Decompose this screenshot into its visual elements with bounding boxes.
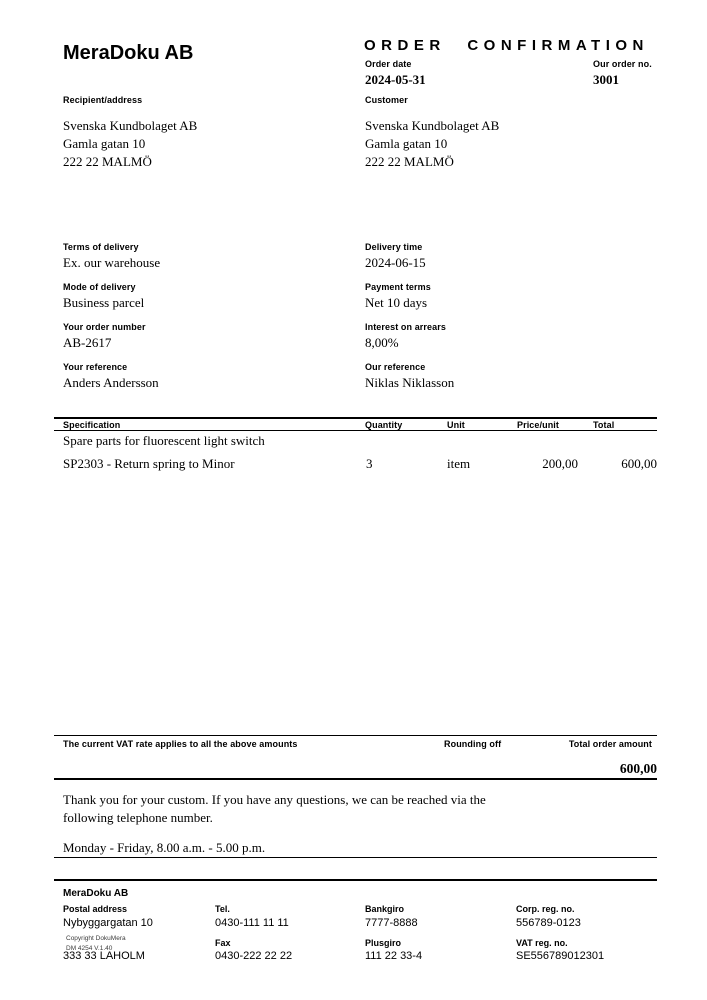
footer-company-name: MeraDoku AB — [63, 888, 129, 899]
customer-address-line: Gamla gatan 10 — [365, 136, 448, 151]
bankgiro-label: Bankgiro — [365, 904, 405, 914]
our-reference-label: Our reference — [365, 362, 426, 372]
col-header-quantity: Quantity — [365, 420, 403, 430]
item-unit: item — [447, 456, 471, 471]
rounding-off-label: Rounding off — [444, 739, 502, 749]
tel-value: 0430-111 11 11 — [215, 917, 289, 929]
vat-note: The current VAT rate applies to all the above amounts — [63, 739, 298, 749]
item-price-unit: 200,00 — [542, 456, 578, 471]
postal-address-city: 333 33 LAHOLM — [63, 950, 145, 962]
plusgiro-label: Plusgiro — [365, 938, 402, 948]
interest-on-arrears-label: Interest on arrears — [365, 322, 446, 332]
total-order-amount-label: Total order amount — [568, 739, 652, 749]
col-header-total: Total — [593, 420, 615, 430]
mode-of-delivery-value: Business parcel — [63, 295, 145, 310]
item-quantity: 3 — [366, 456, 373, 471]
fax-label: Fax — [215, 938, 231, 948]
fax-value: 0430-222 22 22 — [215, 950, 293, 962]
document-title: ORDER CONFIRMATION — [364, 37, 649, 54]
terms-of-delivery-label: Terms of delivery — [63, 242, 139, 252]
vat-reg-no-value: SE556789012301 — [516, 950, 605, 962]
interest-on-arrears-value: 8,00% — [365, 335, 399, 350]
thank-you-text — [63, 791, 486, 826]
closing-rule — [54, 857, 657, 858]
order-date-value: 2024-05-31 — [365, 72, 426, 87]
corp-reg-no-label: Corp. reg. no. — [516, 904, 575, 914]
table-top-rule — [54, 417, 657, 419]
copyright-watermark — [66, 934, 126, 953]
thank-you-line: Thank you for your custom. If you have any questions, we can be reached via the — [63, 792, 486, 807]
corp-reg-no-value: 556789-0123 — [516, 917, 581, 929]
customer-label: Customer — [365, 95, 408, 105]
your-reference-value: Anders Andersson — [63, 375, 159, 390]
total-order-amount-value: 600,00 — [619, 761, 657, 776]
postal-address-street: Nybyggargatan 10 — [63, 917, 153, 929]
plusgiro-value: 111 22 33-4 — [365, 950, 423, 962]
col-header-specification: Specification — [63, 420, 121, 430]
postal-address-label: Postal address — [63, 904, 128, 914]
delivery-time-value: 2024-06-15 — [365, 255, 426, 270]
col-header-price-unit: Price/unit — [517, 420, 560, 430]
recipient-address-line: Svenska Kundbolaget AB — [63, 118, 198, 133]
tel-label: Tel. — [215, 904, 230, 914]
supplier-name: MeraDoku AB — [63, 42, 194, 64]
totals-top-rule — [54, 735, 657, 736]
our-order-no-value: 3001 — [593, 72, 619, 87]
recipient-address-label: Recipient/address — [63, 95, 143, 105]
customer-address-line: Svenska Kundbolaget AB — [365, 118, 500, 133]
delivery-time-label: Delivery time — [365, 242, 423, 252]
our-order-no-label: Our order no. — [593, 59, 652, 69]
table-header-rule — [54, 430, 657, 431]
opening-hours: Monday - Friday, 8.00 a.m. - 5.00 p.m. — [63, 840, 266, 855]
recipient-address-line: 222 22 MALMÖ — [63, 154, 152, 169]
item-specification: SP2303 - Return spring to Minor — [63, 456, 235, 471]
customer-address-line: 222 22 MALMÖ — [365, 154, 454, 169]
payment-terms-value: Net 10 days — [365, 295, 428, 310]
recipient-address-line: Gamla gatan 10 — [63, 136, 146, 151]
thank-you-line: following telephone number. — [63, 809, 213, 825]
col-header-unit: Unit — [447, 420, 465, 430]
footer-top-rule — [54, 879, 657, 881]
vat-reg-no-label: VAT reg. no. — [516, 938, 568, 948]
your-order-number-label: Your order number — [63, 322, 146, 332]
our-reference-value: Niklas Niklasson — [365, 375, 455, 390]
bankgiro-value: 7777-8888 — [365, 917, 418, 929]
mode-of-delivery-label: Mode of delivery — [63, 282, 136, 292]
terms-of-delivery-value: Ex. our warehouse — [63, 255, 161, 270]
your-order-number-value: AB-2617 — [63, 335, 112, 350]
item-total: 600,00 — [621, 456, 657, 471]
your-reference-label: Your reference — [63, 362, 128, 372]
item-specification: Spare parts for fluorescent light switch — [63, 433, 265, 448]
recipient-address-block — [63, 118, 197, 172]
customer-address-block — [365, 118, 499, 172]
order-date-label: Order date — [365, 59, 412, 69]
totals-bottom-rule — [54, 778, 657, 780]
copyright-watermark-line: Copyright DokuMera — [66, 935, 126, 942]
payment-terms-label: Payment terms — [365, 282, 431, 292]
copyright-watermark-line: DM 4254 V.1.40 — [66, 944, 113, 952]
